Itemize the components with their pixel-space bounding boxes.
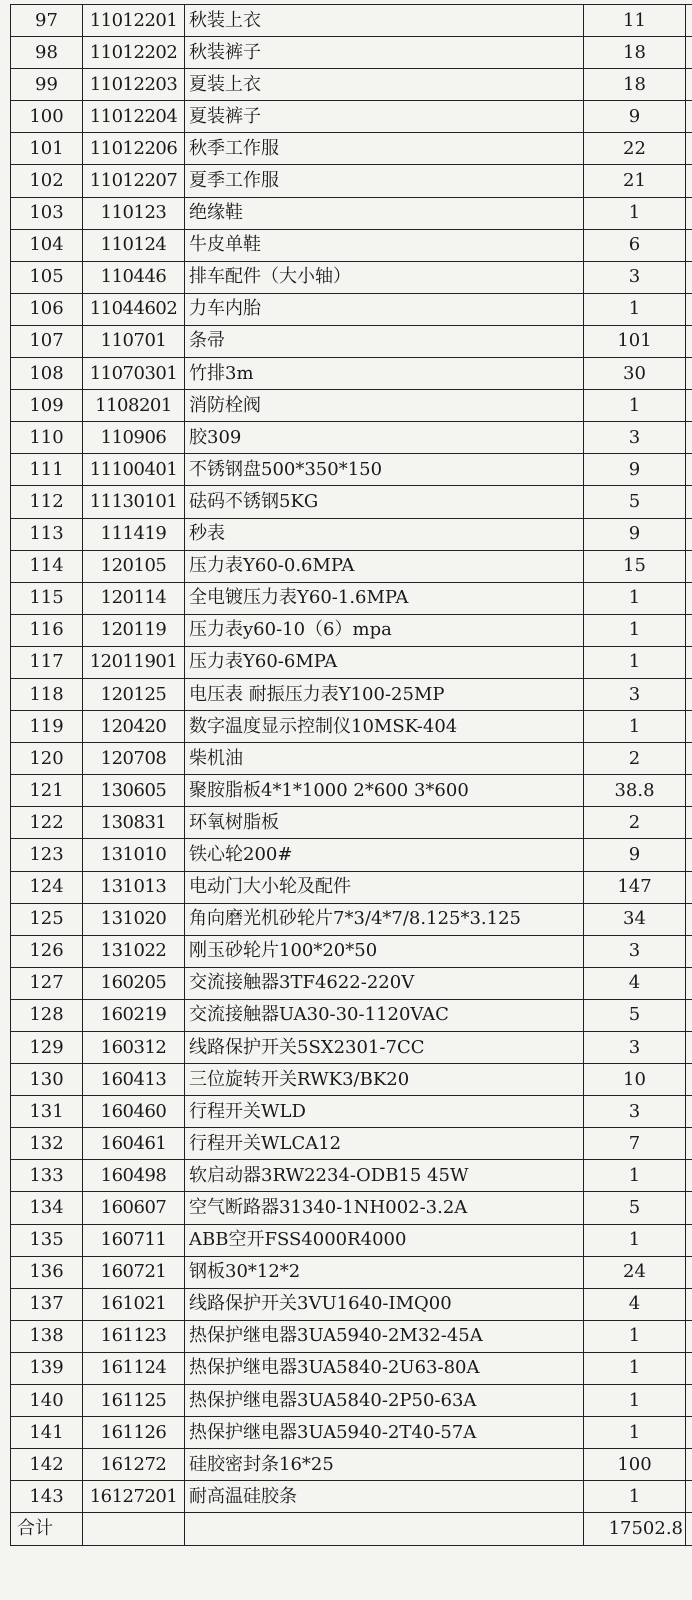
item-quantity: 11 — [584, 5, 686, 37]
extra-cell — [686, 1192, 692, 1224]
row-number: 112 — [11, 486, 83, 518]
item-name: 压力表Y60-6MPA — [185, 646, 584, 678]
item-name: 秋季工作服 — [185, 133, 584, 165]
row-number: 107 — [11, 325, 83, 357]
row-number: 140 — [11, 1385, 83, 1417]
item-code: 110123 — [83, 197, 185, 229]
row-number: 142 — [11, 1449, 83, 1481]
item-name: 排车配件（大小轴） — [185, 261, 584, 293]
row-number: 104 — [11, 229, 83, 261]
table-row — [11, 839, 692, 871]
row-number: 116 — [11, 614, 83, 646]
row-number: 108 — [11, 358, 83, 390]
item-quantity: 1 — [584, 582, 686, 614]
item-code: 161124 — [83, 1352, 185, 1384]
item-name: 电压表 耐振压力表Y100-25MP — [185, 678, 584, 710]
item-quantity: 5 — [584, 1192, 686, 1224]
row-number: 141 — [11, 1417, 83, 1449]
item-code: 161021 — [83, 1288, 185, 1320]
table-row — [11, 325, 692, 357]
total-code-cell — [83, 1513, 185, 1545]
item-name: 耐高温硅胶条 — [185, 1481, 584, 1513]
item-code: 161125 — [83, 1385, 185, 1417]
item-name: ABB空开FSS4000R4000 — [185, 1224, 584, 1256]
item-name: 夏装裤子 — [185, 101, 584, 133]
item-name: 线路保护开关3VU1640-IMQ00 — [185, 1288, 584, 1320]
row-number: 111 — [11, 454, 83, 486]
row-number: 129 — [11, 1032, 83, 1064]
row-number: 126 — [11, 935, 83, 967]
item-quantity: 3 — [584, 935, 686, 967]
extra-cell — [686, 1032, 692, 1064]
row-number: 132 — [11, 1128, 83, 1160]
item-name: 交流接触器UA30-30-1120VAC — [185, 999, 584, 1031]
row-number: 101 — [11, 133, 83, 165]
item-code: 11044602 — [83, 293, 185, 325]
item-quantity: 30 — [584, 358, 686, 390]
item-code: 130831 — [83, 807, 185, 839]
table-row — [11, 1320, 692, 1352]
item-code: 110124 — [83, 229, 185, 261]
item-name: 砝码不锈钢5KG — [185, 486, 584, 518]
item-quantity: 2 — [584, 743, 686, 775]
row-number: 98 — [11, 37, 83, 69]
extra-cell — [686, 1160, 692, 1192]
item-name: 热保护继电器3UA5840-2U63-80A — [185, 1352, 584, 1384]
extra-cell — [686, 967, 692, 999]
row-number: 120 — [11, 743, 83, 775]
item-quantity: 6 — [584, 229, 686, 261]
item-quantity: 100 — [584, 1449, 686, 1481]
item-quantity: 34 — [584, 903, 686, 935]
table-row — [11, 1417, 692, 1449]
table-row — [11, 807, 692, 839]
item-code: 120105 — [83, 550, 185, 582]
item-code: 110906 — [83, 422, 185, 454]
row-number: 100 — [11, 101, 83, 133]
item-code: 11012202 — [83, 37, 185, 69]
table-row — [11, 486, 692, 518]
item-quantity: 1 — [584, 646, 686, 678]
row-number: 135 — [11, 1224, 83, 1256]
item-name: 电动门大小轮及配件 — [185, 871, 584, 903]
extra-cell — [686, 1385, 692, 1417]
extra-cell — [686, 1417, 692, 1449]
item-name: 夏季工作服 — [185, 165, 584, 197]
item-quantity: 38.8 — [584, 775, 686, 807]
inventory-table — [10, 4, 692, 1546]
extra-cell — [686, 325, 692, 357]
item-name: 条帚 — [185, 325, 584, 357]
extra-cell — [686, 1320, 692, 1352]
row-number: 121 — [11, 775, 83, 807]
extra-cell — [686, 133, 692, 165]
table-row — [11, 1256, 692, 1288]
item-quantity: 10 — [584, 1064, 686, 1096]
item-code: 120114 — [83, 582, 185, 614]
total-row — [11, 1513, 692, 1545]
row-number: 124 — [11, 871, 83, 903]
item-quantity: 1 — [584, 711, 686, 743]
item-code: 160461 — [83, 1128, 185, 1160]
item-name: 空气断路器31340-1NH002-3.2A — [185, 1192, 584, 1224]
item-quantity: 22 — [584, 133, 686, 165]
total-name-cell — [185, 1513, 584, 1545]
item-quantity: 1 — [584, 1417, 686, 1449]
row-number: 114 — [11, 550, 83, 582]
item-code: 11100401 — [83, 454, 185, 486]
item-quantity: 7 — [584, 1128, 686, 1160]
item-quantity: 24 — [584, 1256, 686, 1288]
extra-cell — [686, 1256, 692, 1288]
row-number: 128 — [11, 999, 83, 1031]
row-number: 99 — [11, 69, 83, 101]
item-code: 161123 — [83, 1320, 185, 1352]
row-number: 115 — [11, 582, 83, 614]
table-row — [11, 518, 692, 550]
item-name: 行程开关WLCA12 — [185, 1128, 584, 1160]
item-quantity: 1 — [584, 1385, 686, 1417]
item-quantity: 3 — [584, 1032, 686, 1064]
table-row — [11, 743, 692, 775]
extra-cell — [686, 101, 692, 133]
row-number: 136 — [11, 1256, 83, 1288]
item-code: 11012203 — [83, 69, 185, 101]
row-number: 123 — [11, 839, 83, 871]
item-quantity: 1 — [584, 614, 686, 646]
table-row — [11, 711, 692, 743]
item-name: 胶309 — [185, 422, 584, 454]
table-row — [11, 69, 692, 101]
row-number: 109 — [11, 390, 83, 422]
extra-cell — [686, 486, 692, 518]
extra-cell — [686, 1481, 692, 1513]
table-row — [11, 1192, 692, 1224]
table-row — [11, 1096, 692, 1128]
extra-cell — [686, 1224, 692, 1256]
item-quantity: 3 — [584, 261, 686, 293]
item-quantity: 3 — [584, 678, 686, 710]
item-code: 131010 — [83, 839, 185, 871]
table-row — [11, 1352, 692, 1384]
table-row — [11, 422, 692, 454]
item-code: 160721 — [83, 1256, 185, 1288]
item-code: 131020 — [83, 903, 185, 935]
inventory-rows — [11, 5, 692, 1513]
table-row — [11, 935, 692, 967]
item-code: 11012204 — [83, 101, 185, 133]
extra-cell — [686, 422, 692, 454]
row-number: 130 — [11, 1064, 83, 1096]
item-code: 110446 — [83, 261, 185, 293]
item-name: 竹排3m — [185, 358, 584, 390]
item-name: 秒表 — [185, 518, 584, 550]
extra-cell — [686, 1128, 692, 1160]
extra-cell — [686, 390, 692, 422]
item-quantity: 9 — [584, 839, 686, 871]
row-number: 127 — [11, 967, 83, 999]
extra-cell — [686, 550, 692, 582]
extra-cell — [686, 1288, 692, 1320]
row-number: 110 — [11, 422, 83, 454]
item-code: 11012206 — [83, 133, 185, 165]
row-number: 103 — [11, 197, 83, 229]
item-quantity: 5 — [584, 486, 686, 518]
item-name: 软启动器3RW2234-ODB15 45W — [185, 1160, 584, 1192]
item-code: 160711 — [83, 1224, 185, 1256]
item-name: 数字温度显示控制仪10MSK-404 — [185, 711, 584, 743]
item-quantity: 9 — [584, 518, 686, 550]
item-code: 11012201 — [83, 5, 185, 37]
item-code: 110701 — [83, 325, 185, 357]
table-row — [11, 101, 692, 133]
item-name: 消防栓阀 — [185, 390, 584, 422]
extra-cell — [686, 903, 692, 935]
table-row — [11, 871, 692, 903]
item-name: 环氧树脂板 — [185, 807, 584, 839]
extra-cell — [686, 293, 692, 325]
item-quantity: 1 — [584, 1352, 686, 1384]
row-number: 106 — [11, 293, 83, 325]
row-number: 143 — [11, 1481, 83, 1513]
row-number: 134 — [11, 1192, 83, 1224]
item-quantity: 15 — [584, 550, 686, 582]
item-code: 160219 — [83, 999, 185, 1031]
item-quantity: 4 — [584, 967, 686, 999]
extra-cell — [686, 646, 692, 678]
item-name: 全电镀压力表Y60-1.6MPA — [185, 582, 584, 614]
table-row — [11, 1224, 692, 1256]
extra-cell — [686, 518, 692, 550]
item-code: 1108201 — [83, 390, 185, 422]
item-name: 压力表y60-10（6）mpa — [185, 614, 584, 646]
table-row — [11, 550, 692, 582]
item-quantity: 18 — [584, 69, 686, 101]
extra-cell — [686, 935, 692, 967]
table-row — [11, 1032, 692, 1064]
extra-cell — [686, 614, 692, 646]
item-name: 压力表Y60-0.6MPA — [185, 550, 584, 582]
item-code: 160205 — [83, 967, 185, 999]
item-name: 热保护继电器3UA5940-2T40-57A — [185, 1417, 584, 1449]
extra-cell — [686, 1352, 692, 1384]
extra-cell — [686, 775, 692, 807]
table-row — [11, 903, 692, 935]
extra-cell — [686, 358, 692, 390]
item-name: 铁心轮200# — [185, 839, 584, 871]
table-row — [11, 5, 692, 37]
table-row — [11, 582, 692, 614]
item-code: 12011901 — [83, 646, 185, 678]
table-row — [11, 614, 692, 646]
table-row — [11, 1288, 692, 1320]
item-code: 160413 — [83, 1064, 185, 1096]
item-code: 11130101 — [83, 486, 185, 518]
item-code: 160460 — [83, 1096, 185, 1128]
table-row — [11, 1128, 692, 1160]
total-extra-cell — [686, 1513, 692, 1545]
item-name: 热保护继电器3UA5940-2M32-45A — [185, 1320, 584, 1352]
table-row — [11, 1449, 692, 1481]
table-row — [11, 261, 692, 293]
table-row — [11, 197, 692, 229]
table-row — [11, 165, 692, 197]
table-row — [11, 1481, 692, 1513]
table-row — [11, 390, 692, 422]
item-quantity: 101 — [584, 325, 686, 357]
item-name: 行程开关WLD — [185, 1096, 584, 1128]
item-quantity: 1 — [584, 390, 686, 422]
item-name: 聚胺脂板4*1*1000 2*600 3*600 — [185, 775, 584, 807]
item-quantity: 1 — [584, 1160, 686, 1192]
item-code: 161126 — [83, 1417, 185, 1449]
table-row — [11, 1064, 692, 1096]
row-number: 133 — [11, 1160, 83, 1192]
item-quantity: 3 — [584, 1096, 686, 1128]
item-code: 16127201 — [83, 1481, 185, 1513]
extra-cell — [686, 454, 692, 486]
table-row — [11, 293, 692, 325]
item-quantity: 1 — [584, 1320, 686, 1352]
item-quantity: 2 — [584, 807, 686, 839]
item-code: 11012207 — [83, 165, 185, 197]
table-row — [11, 133, 692, 165]
item-quantity: 21 — [584, 165, 686, 197]
extra-cell — [686, 69, 692, 101]
row-number: 119 — [11, 711, 83, 743]
extra-cell — [686, 165, 692, 197]
extra-cell — [686, 1096, 692, 1128]
table-row — [11, 37, 692, 69]
item-name: 刚玉砂轮片100*20*50 — [185, 935, 584, 967]
total-qty: 17502.8 — [584, 1513, 686, 1545]
item-quantity: 3 — [584, 422, 686, 454]
table-row — [11, 229, 692, 261]
item-name: 牛皮单鞋 — [185, 229, 584, 261]
row-number: 105 — [11, 261, 83, 293]
item-name: 秋装裤子 — [185, 37, 584, 69]
row-number: 125 — [11, 903, 83, 935]
table-row — [11, 1160, 692, 1192]
item-name: 三位旋转开关RWK3/BK20 — [185, 1064, 584, 1096]
extra-cell — [686, 261, 692, 293]
item-name: 硅胶密封条16*25 — [185, 1449, 584, 1481]
row-number: 102 — [11, 165, 83, 197]
item-code: 160312 — [83, 1032, 185, 1064]
row-number: 122 — [11, 807, 83, 839]
item-code: 11070301 — [83, 358, 185, 390]
item-name: 绝缘鞋 — [185, 197, 584, 229]
item-name: 不锈钢盘500*350*150 — [185, 454, 584, 486]
table-row — [11, 358, 692, 390]
extra-cell — [686, 711, 692, 743]
table-row — [11, 999, 692, 1031]
table-row — [11, 967, 692, 999]
item-name: 钢板30*12*2 — [185, 1256, 584, 1288]
item-name: 角向磨光机砂轮片7*3/4*7/8.125*3.125 — [185, 903, 584, 935]
extra-cell — [686, 37, 692, 69]
item-quantity: 4 — [584, 1288, 686, 1320]
item-code: 120125 — [83, 678, 185, 710]
table-row — [11, 775, 692, 807]
total-label: 合计 — [11, 1513, 83, 1545]
item-code: 160498 — [83, 1160, 185, 1192]
item-code: 120119 — [83, 614, 185, 646]
item-quantity: 1 — [584, 293, 686, 325]
item-code: 131013 — [83, 871, 185, 903]
item-quantity: 9 — [584, 101, 686, 133]
extra-cell — [686, 229, 692, 261]
item-name: 力车内胎 — [185, 293, 584, 325]
extra-cell — [686, 5, 692, 37]
item-name: 热保护继电器3UA5840-2P50-63A — [185, 1385, 584, 1417]
extra-cell — [686, 1064, 692, 1096]
item-code: 130605 — [83, 775, 185, 807]
item-quantity: 5 — [584, 999, 686, 1031]
item-quantity: 1 — [584, 1224, 686, 1256]
table-row — [11, 1385, 692, 1417]
item-name: 夏装上衣 — [185, 69, 584, 101]
extra-cell — [686, 678, 692, 710]
extra-cell — [686, 839, 692, 871]
extra-cell — [686, 999, 692, 1031]
item-code: 131022 — [83, 935, 185, 967]
extra-cell — [686, 743, 692, 775]
item-quantity: 1 — [584, 1481, 686, 1513]
item-code: 160607 — [83, 1192, 185, 1224]
item-code: 120420 — [83, 711, 185, 743]
table-row — [11, 454, 692, 486]
item-code: 111419 — [83, 518, 185, 550]
item-quantity: 1 — [584, 197, 686, 229]
row-number: 137 — [11, 1288, 83, 1320]
extra-cell — [686, 807, 692, 839]
row-number: 131 — [11, 1096, 83, 1128]
extra-cell — [686, 871, 692, 903]
item-quantity: 18 — [584, 37, 686, 69]
row-number: 97 — [11, 5, 83, 37]
extra-cell — [686, 197, 692, 229]
extra-cell — [686, 1449, 692, 1481]
row-number: 113 — [11, 518, 83, 550]
item-name: 线路保护开关5SX2301-7CC — [185, 1032, 584, 1064]
item-quantity: 9 — [584, 454, 686, 486]
item-code: 161272 — [83, 1449, 185, 1481]
row-number: 139 — [11, 1352, 83, 1384]
table-row — [11, 678, 692, 710]
row-number: 138 — [11, 1320, 83, 1352]
item-code: 120708 — [83, 743, 185, 775]
item-name: 交流接触器3TF4622-220V — [185, 967, 584, 999]
row-number: 117 — [11, 646, 83, 678]
item-quantity: 147 — [584, 871, 686, 903]
item-name: 秋装上衣 — [185, 5, 584, 37]
table-row — [11, 646, 692, 678]
row-number: 118 — [11, 678, 83, 710]
item-name: 柴机油 — [185, 743, 584, 775]
extra-cell — [686, 582, 692, 614]
